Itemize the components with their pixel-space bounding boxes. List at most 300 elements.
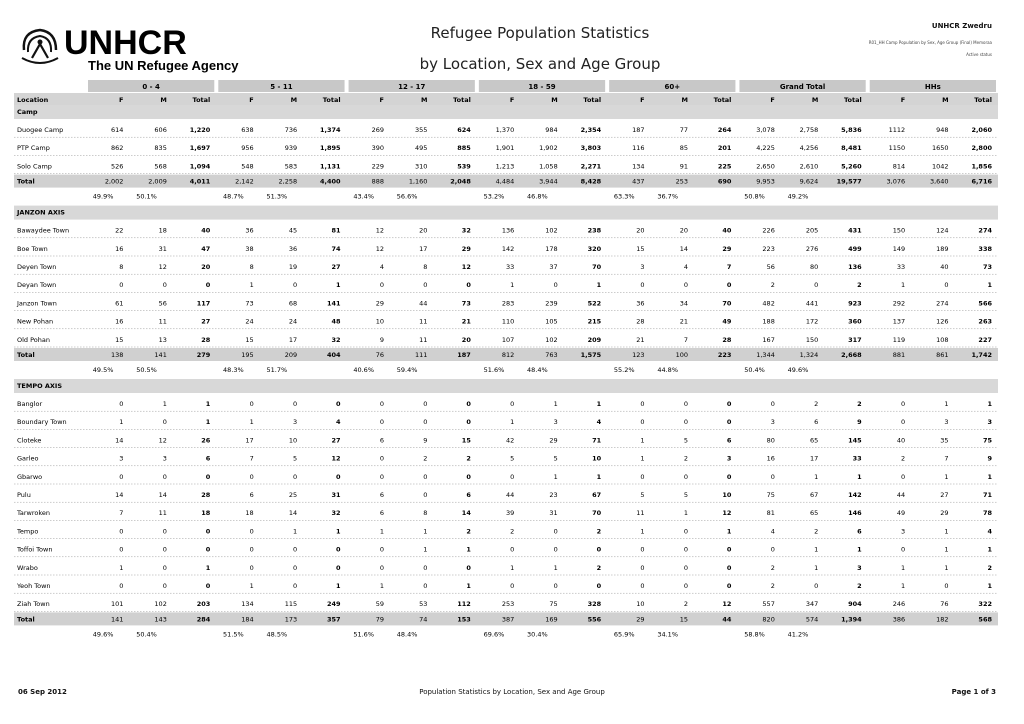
table-cell: 124	[936, 226, 949, 235]
table-cell: 1	[987, 582, 992, 590]
table-cell: 29	[461, 244, 471, 253]
table-cell: 31	[331, 491, 341, 499]
location-name: Garleo	[17, 454, 39, 463]
table-cell: 8	[119, 263, 124, 271]
table-cell: 614	[111, 126, 124, 134]
table-cell: 1,902	[539, 144, 558, 153]
table-cell: 0	[249, 527, 254, 536]
table-cell: 40	[722, 226, 732, 235]
table-cell: 0	[162, 472, 167, 481]
table-cell: 5	[683, 436, 688, 445]
table-cell: 21	[636, 335, 645, 344]
location-name: Duogee Camp	[17, 126, 64, 134]
table-cell: 56	[158, 299, 167, 308]
table-cell: 862	[111, 144, 124, 153]
column-header: Total	[583, 96, 602, 104]
total-cell: 820	[762, 615, 775, 624]
table-cell: 263	[978, 317, 992, 326]
table-cell: 0	[770, 472, 775, 481]
table-cell: 0	[553, 527, 558, 536]
table-cell: 2,650	[756, 162, 775, 171]
column-header: F	[770, 96, 775, 104]
total-cell: 141	[111, 615, 124, 624]
table-cell: 107	[501, 335, 515, 344]
table-cell: 431	[848, 226, 862, 235]
table-cell: 0	[119, 400, 124, 408]
table-cell: 24	[245, 317, 254, 326]
table-cell: 1	[596, 472, 602, 481]
table-cell: 7	[944, 454, 949, 463]
table-cell: 201	[717, 144, 732, 153]
unhcr-emblem-icon	[22, 30, 58, 63]
total-cell: 357	[326, 615, 341, 624]
footer-title: Population Statistics by Location, Sex and Age Group	[419, 688, 605, 696]
table-cell: 0	[119, 545, 124, 554]
table-cell: 2	[596, 527, 602, 536]
total-cell: 153	[457, 615, 471, 624]
footer-date: 06 Sep 2012	[18, 688, 67, 696]
table-cell: 568	[154, 162, 167, 171]
table-cell: 4,256	[799, 144, 819, 153]
table-cell: 1	[466, 582, 471, 590]
total-cell: 3,944	[539, 177, 558, 186]
table-cell: 8	[423, 263, 428, 271]
table-cell: 80	[810, 263, 819, 271]
age-group-header: 12 - 17	[398, 83, 426, 91]
table-cell: 6	[205, 454, 211, 463]
table-cell: 0	[683, 545, 688, 554]
table-cell: 0	[640, 281, 645, 290]
table-cell: 1	[205, 563, 211, 572]
location-name: Toffoi Town	[17, 545, 53, 554]
table-cell: 31	[549, 509, 558, 518]
table-cell: 0	[596, 545, 602, 554]
age-group-header: Grand Total	[779, 83, 826, 91]
table-cell: 16	[115, 317, 124, 326]
table-cell: 1	[553, 563, 558, 572]
total-cell: 437	[632, 177, 645, 186]
location-name: Tempo	[17, 527, 39, 536]
table-cell: 274	[936, 299, 949, 308]
table-cell: 1150	[888, 144, 906, 153]
table-cell: 1,856	[971, 162, 992, 171]
table-cell: 2	[466, 527, 471, 536]
total-cell: 209	[284, 351, 298, 359]
logo-text: UNHCR	[64, 24, 187, 62]
table-cell: 3	[987, 418, 992, 427]
table-cell: 1,374	[320, 126, 341, 134]
column-header: F	[900, 96, 906, 104]
table-cell: 1,131	[320, 162, 341, 171]
table-cell: 11	[158, 317, 167, 326]
table-cell: 16	[766, 454, 775, 463]
report-footer	[0, 688, 1024, 702]
total-cell: 3,076	[886, 177, 906, 186]
total-label: Total	[17, 177, 35, 186]
table-cell: 0	[423, 582, 428, 590]
table-cell: 0	[466, 472, 471, 481]
table-cell: 0	[510, 400, 515, 408]
table-cell: 7	[683, 335, 688, 344]
total-cell: 881	[892, 351, 906, 359]
table-cell: 0	[466, 563, 471, 572]
table-cell: 28	[201, 335, 211, 344]
percentage-cell: 53.2%	[483, 192, 505, 201]
table-cell: 225	[717, 162, 732, 171]
percentage-cell: 48.4%	[527, 366, 548, 374]
table-cell: 0	[423, 418, 428, 427]
table-cell: 18	[201, 509, 211, 518]
table-cell: 1	[814, 472, 819, 481]
table-cell: 70	[592, 263, 602, 271]
table-cell: 167	[762, 335, 775, 344]
total-cell: 574	[805, 615, 819, 624]
footer-page: Page 1 of 3	[951, 688, 996, 696]
table-cell: 5	[640, 491, 645, 499]
table-cell: 91	[679, 162, 688, 171]
table-cell: 10	[288, 436, 298, 445]
statistics-table	[14, 80, 998, 660]
table-cell: 1	[640, 436, 645, 445]
table-cell: 146	[848, 509, 862, 518]
table-cell: 360	[848, 317, 862, 326]
table-cell: 0	[726, 472, 732, 481]
table-cell: 65	[810, 509, 819, 518]
table-cell: 8,481	[841, 144, 862, 153]
table-cell: 1	[814, 545, 819, 554]
column-header: F	[379, 96, 384, 104]
table-cell: 1	[249, 582, 254, 590]
table-cell: 0	[683, 527, 688, 536]
table-cell: 1	[119, 418, 124, 427]
table-cell: 1	[987, 400, 992, 408]
column-header: M	[160, 96, 167, 104]
table-cell: 0	[770, 400, 775, 408]
table-cell: 1112	[888, 126, 906, 134]
percentage-cell: 48.4%	[396, 630, 418, 639]
section-name: JANZON AXIS	[17, 208, 65, 217]
selection-criteria: Active status	[966, 52, 992, 57]
table-cell: 172	[805, 317, 819, 326]
table-cell: 44	[506, 491, 515, 499]
table-cell: 18	[245, 509, 254, 518]
column-header: M	[551, 96, 558, 104]
table-cell: 814	[892, 162, 906, 171]
location-name: Ziah Town	[17, 600, 50, 609]
table-cell: 0	[293, 472, 298, 481]
percentage-cell: 55.2%	[613, 366, 635, 374]
table-cell: 0	[205, 472, 211, 481]
table-cell: 11	[158, 509, 167, 518]
table-cell: 1	[553, 400, 558, 408]
total-cell: 404	[326, 351, 341, 359]
total-cell: 3,640	[929, 177, 949, 186]
table-cell: 0	[944, 582, 949, 590]
table-cell: 0	[770, 545, 775, 554]
table-cell: 134	[241, 600, 254, 609]
table-cell: 310	[415, 162, 428, 171]
table-cell: 0	[683, 281, 688, 290]
table-cell: 0	[814, 582, 819, 590]
total-cell: 1,160	[408, 177, 428, 186]
table-cell: 6	[379, 436, 384, 445]
table-cell: 2	[683, 600, 688, 609]
table-cell: 441	[805, 299, 819, 308]
table-cell: 904	[848, 600, 862, 609]
location-name: Cloteke	[17, 436, 42, 445]
percentage-cell: 50.5%	[136, 366, 157, 374]
table-cell: 73	[982, 263, 992, 271]
table-cell: 9	[857, 418, 862, 427]
table-cell: 42	[506, 436, 515, 445]
table-cell: 137	[892, 317, 906, 326]
table-cell: 5	[683, 491, 688, 499]
table-cell: 1	[987, 472, 992, 481]
table-cell: 322	[978, 600, 992, 609]
table-cell: 56	[766, 263, 775, 271]
table-cell: 1,058	[539, 162, 558, 171]
table-cell: 40	[940, 263, 949, 271]
age-group-header: 18 - 59	[528, 83, 556, 91]
table-cell: 566	[978, 299, 992, 308]
table-cell: 142	[848, 491, 862, 499]
table-cell: 36	[288, 244, 298, 253]
table-cell: 9	[987, 454, 992, 463]
table-cell: 76	[940, 600, 949, 609]
table-cell: 33	[896, 263, 906, 271]
table-cell: 0	[379, 400, 384, 408]
table-cell: 1	[987, 545, 992, 554]
table-cell: 142	[501, 244, 515, 253]
total-cell: 143	[154, 615, 167, 624]
table-cell: 188	[762, 317, 775, 326]
column-header: F	[249, 96, 254, 104]
location-name: PTP Camp	[17, 144, 50, 153]
table-cell: 1	[510, 418, 515, 427]
table-cell: 102	[154, 600, 167, 609]
total-label: Total	[17, 351, 35, 359]
total-cell: 9,624	[799, 177, 819, 186]
total-cell: 8,428	[580, 177, 602, 186]
table-cell: 1	[944, 472, 949, 481]
total-cell: 173	[284, 615, 298, 624]
total-cell: 253	[675, 177, 688, 186]
total-cell: 29	[636, 615, 645, 624]
table-cell: 0	[726, 545, 732, 554]
table-cell: 548	[241, 162, 254, 171]
percentage-cell: 51.7%	[266, 366, 288, 374]
table-cell: 0	[119, 281, 124, 290]
table-cell: 1,895	[320, 144, 341, 153]
table-cell: 3	[770, 418, 775, 427]
table-cell: 70	[592, 509, 602, 518]
total-cell: 1,742	[971, 351, 992, 359]
location-name: Janzon Town	[17, 299, 57, 308]
column-header: Total	[453, 96, 471, 104]
table-cell: 239	[545, 299, 558, 308]
table-cell: 29	[549, 436, 558, 445]
table-cell: 0	[423, 400, 428, 408]
table-cell: 0	[379, 563, 384, 572]
table-cell: 1	[640, 527, 645, 536]
location-name: Gbarwo	[17, 472, 43, 481]
table-cell: 0	[640, 400, 645, 408]
table-cell: 1650	[932, 144, 949, 153]
table-cell: 317	[848, 335, 862, 344]
table-cell: 1	[162, 400, 167, 408]
table-cell: 53	[419, 600, 428, 609]
percentage-cell: 50.4%	[136, 630, 157, 639]
table-cell: 81	[331, 226, 341, 235]
location-name: Bawaydee Town	[17, 226, 70, 235]
table-cell: 136	[501, 226, 515, 235]
column-header: M	[811, 96, 819, 104]
location-name: Old Pohan	[17, 335, 51, 344]
table-cell: 34	[679, 299, 688, 308]
table-cell: 276	[805, 244, 819, 253]
percentage-cell: 56.6%	[396, 192, 418, 201]
table-cell: 1	[901, 281, 906, 290]
table-cell: 0	[510, 582, 515, 590]
total-cell: 1,344	[756, 351, 775, 359]
table-cell: 40	[896, 436, 906, 445]
table-cell: 134	[632, 162, 645, 171]
table-cell: 101	[111, 600, 124, 609]
table-cell: 36	[245, 226, 254, 235]
table-cell: 14	[158, 491, 167, 499]
total-cell: 44	[722, 615, 732, 624]
table-cell: 16	[115, 244, 124, 253]
table-cell: 0	[205, 527, 211, 536]
column-header: M	[942, 96, 949, 104]
total-label: Total	[17, 615, 35, 624]
table-cell: 61	[115, 299, 124, 308]
column-header: Total	[192, 96, 211, 104]
table-cell: 75	[549, 600, 558, 609]
table-cell: 26	[201, 436, 211, 445]
table-cell: 19	[288, 263, 298, 271]
table-cell: 205	[805, 226, 819, 235]
table-cell: 0	[901, 400, 906, 408]
table-cell: 8	[249, 263, 254, 271]
table-cell: 75	[982, 436, 992, 445]
table-cell: 3	[293, 418, 298, 427]
total-cell: 141	[154, 351, 167, 359]
table-cell: 1	[423, 545, 428, 554]
table-cell: 2	[857, 400, 862, 408]
table-cell: 1042	[932, 162, 949, 171]
table-cell: 3,803	[580, 144, 602, 153]
table-cell: 0	[510, 545, 515, 554]
table-cell: 0	[901, 545, 906, 554]
table-cell: 1	[293, 527, 298, 536]
location-name: Deyan Town	[17, 281, 57, 290]
table-cell: 0	[119, 527, 124, 536]
percentage-cell: 51.6%	[483, 366, 505, 374]
table-cell: 0	[944, 281, 949, 290]
table-cell: 2	[423, 454, 428, 463]
table-cell: 0	[205, 281, 211, 290]
table-cell: 1	[249, 418, 254, 427]
report-title-line2: by Location, Sex and Age Group	[419, 55, 661, 73]
percentage-cell: 36.7%	[657, 192, 678, 201]
table-cell: 3	[901, 527, 906, 536]
table-cell: 495	[415, 144, 428, 153]
table-cell: 0	[553, 582, 558, 590]
table-cell: 11	[636, 509, 645, 518]
table-cell: 14	[115, 436, 124, 445]
table-cell: 0	[119, 582, 124, 590]
table-cell: 0	[726, 281, 732, 290]
total-cell: 2,048	[450, 177, 471, 186]
percentage-cell: 49.5%	[92, 366, 114, 374]
report-header	[0, 0, 1024, 80]
table-cell: 1	[553, 472, 558, 481]
total-cell: 556	[587, 615, 602, 624]
table-cell: 150	[892, 226, 906, 235]
table-cell: 27	[201, 317, 211, 326]
table-cell: 4	[336, 418, 341, 427]
table-cell: 35	[940, 436, 949, 445]
table-cell: 0	[249, 400, 254, 408]
table-cell: 1,697	[189, 144, 211, 153]
percentage-cell: 44.8%	[657, 366, 678, 374]
table-cell: 264	[717, 126, 732, 134]
table-cell: 17	[288, 335, 298, 344]
age-group-header: HHs	[924, 83, 941, 91]
table-cell: 0	[379, 545, 384, 554]
table-cell: 17	[245, 436, 254, 445]
column-header: Total	[322, 96, 341, 104]
table-cell: 338	[978, 244, 992, 253]
percentage-cell: 65.9%	[613, 630, 635, 639]
office-name: UNHCR Zwedru	[931, 22, 992, 30]
location-name: Banglor	[17, 400, 43, 408]
table-cell: 33	[506, 263, 515, 271]
table-cell: 624	[457, 126, 471, 134]
table-cell: 0	[466, 281, 471, 290]
total-cell: 2,009	[148, 177, 167, 186]
table-cell: 4	[987, 527, 992, 536]
table-cell: 0	[683, 563, 688, 572]
location-name: Pulu	[17, 491, 31, 499]
table-cell: 2	[770, 281, 775, 290]
table-cell: 75	[766, 491, 775, 499]
table-cell: 583	[284, 162, 298, 171]
unhcr-logo	[18, 22, 248, 74]
table-cell: 1	[336, 527, 341, 536]
table-cell: 32	[331, 509, 341, 518]
table-cell: 1	[119, 563, 124, 572]
table-cell: 12	[158, 263, 167, 271]
table-cell: 355	[415, 126, 428, 134]
table-cell: 12	[158, 436, 167, 445]
percentage-cell: 48.3%	[223, 366, 244, 374]
table-cell: 27	[940, 491, 949, 499]
table-cell: 390	[371, 144, 384, 153]
table-cell: 44	[419, 299, 428, 308]
total-cell: 187	[457, 351, 471, 359]
total-cell: 76	[375, 351, 384, 359]
table-cell: 110	[501, 317, 515, 326]
percentage-cell: 30.4%	[527, 630, 548, 639]
table-cell: 11	[419, 335, 428, 344]
total-cell: 1,575	[580, 351, 602, 359]
table-cell: 0	[726, 582, 732, 590]
table-cell: 9	[423, 436, 428, 445]
total-cell: 123	[632, 351, 645, 359]
table-cell: 0	[293, 582, 298, 590]
